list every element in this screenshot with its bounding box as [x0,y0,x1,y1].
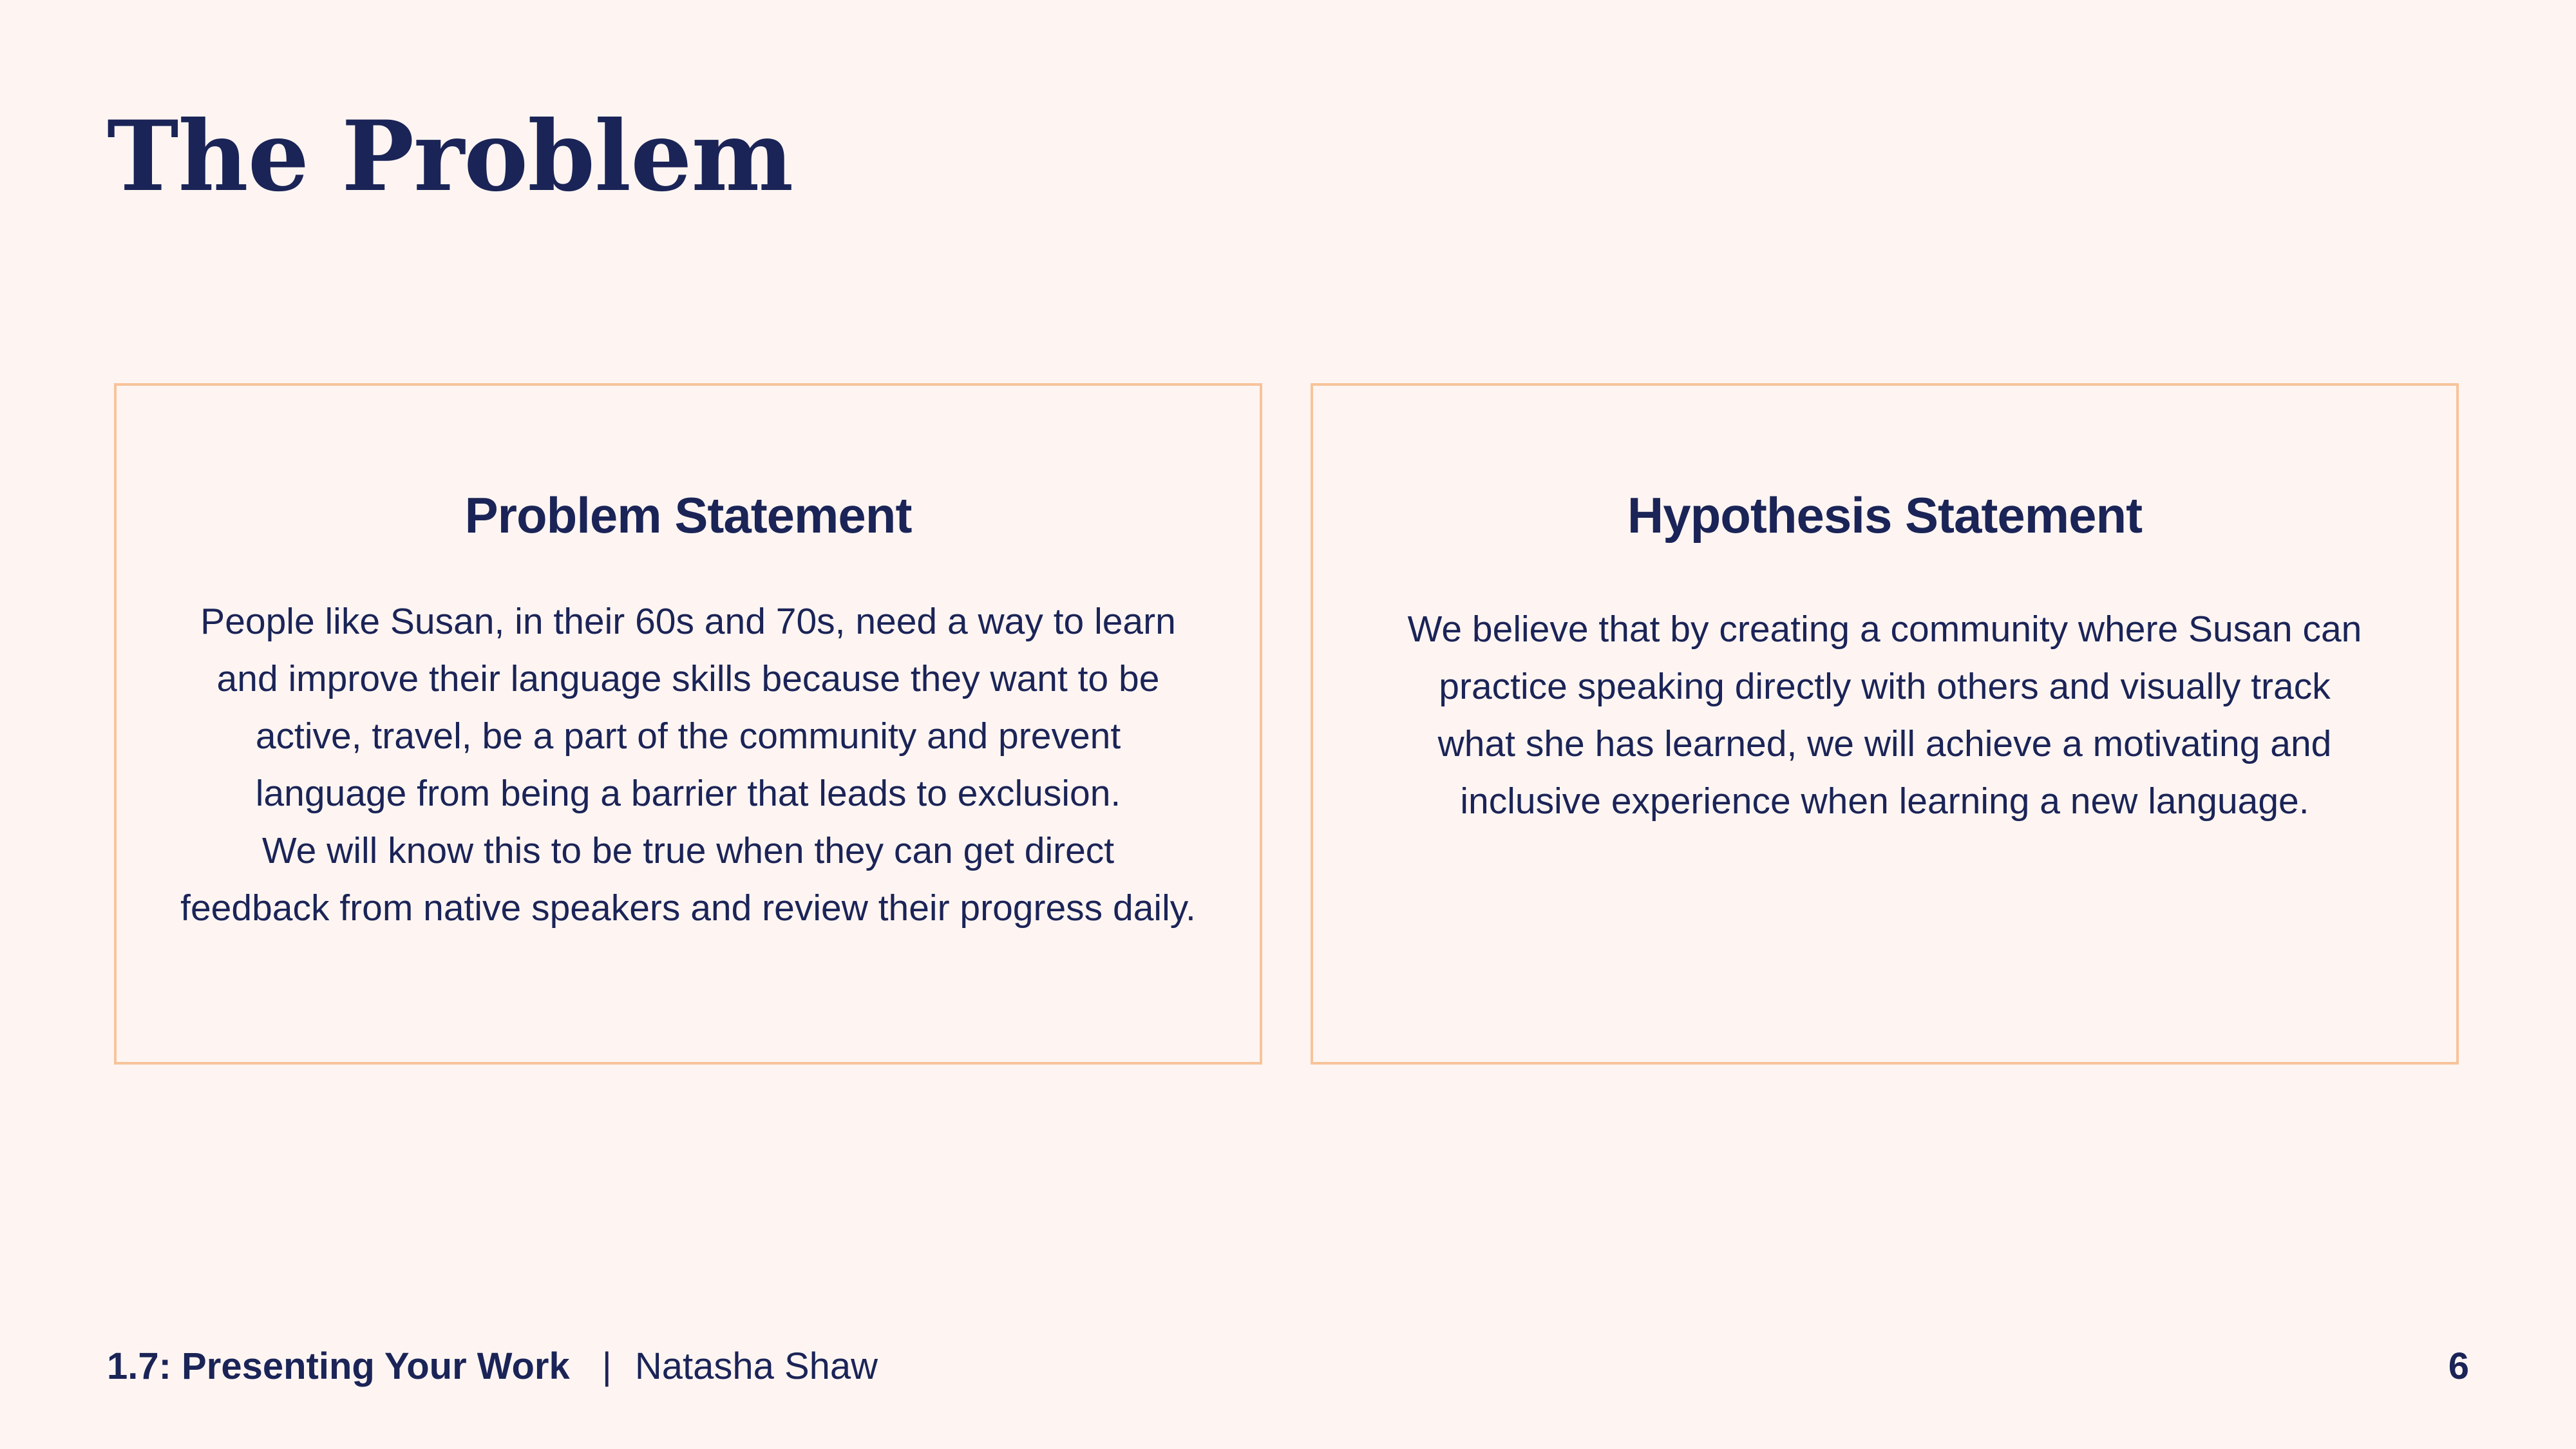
problem-statement-line: feedback from native speakers and review their progress daily. [180,887,1196,929]
slide-footer [107,1344,878,1389]
hypothesis-statement-line: practice speaking directly with others and visually track [1439,666,2331,707]
hypothesis-statement-line: what she has learned, we will achieve a motivating and [1437,723,2332,764]
course-label: 1.7: Presenting Your Work [107,1345,570,1387]
footer-separator: | [601,1345,612,1387]
problem-statement-heading: Problem Statement [464,487,912,544]
problem-statement-line: active, travel, be a part of the community and prevent [255,715,1121,757]
hypothesis-statement-card [1311,383,2459,1065]
problem-statement-line: We will know this to be true when they can get direct [261,830,1115,871]
hypothesis-statement-heading: Hypothesis Statement [1627,487,2143,544]
problem-statement-line: language from being a barrier that leads to exclusion. [255,773,1121,814]
slide-title: The Problem [107,100,793,213]
page-number: 6 [2448,1345,2469,1387]
hypothesis-statement-text [1352,601,2418,830]
problem-statement-line: People like Susan, in their 60s and 70s, need a way to learn [200,601,1176,642]
problem-statement-text [155,593,1221,937]
hypothesis-statement-line: We believe that by creating a community where Susan can [1407,609,2362,650]
hypothesis-statement-line: inclusive experience when learning a new language. [1460,781,2309,822]
problem-statement-card [114,383,1262,1065]
author-name: Natasha Shaw [634,1345,878,1387]
problem-statement-line: and improve their language skills because they want to be [216,658,1160,699]
